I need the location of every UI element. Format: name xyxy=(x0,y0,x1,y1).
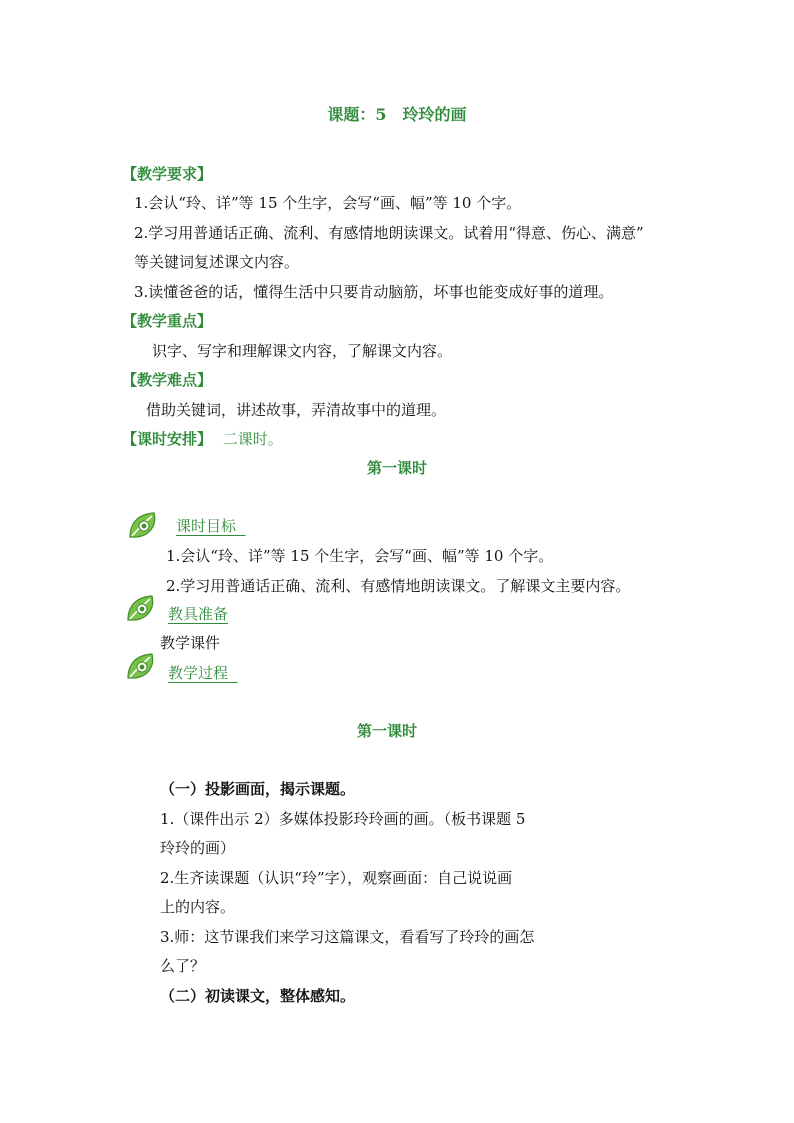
process-heading: 教学过程 xyxy=(168,664,229,682)
lesson-title-2: 第一课时 xyxy=(357,722,418,740)
page-title: 课题：5 玲玲的画 xyxy=(327,105,467,124)
schedule-text: 二课时。 xyxy=(222,430,283,448)
section1-line: 3.师：这节课我们来学习这篇课文，看看写了玲玲的画怎 xyxy=(160,928,535,946)
requirement-item: 2.学习用普通话正确、流利、有感情地朗读课文。试着用“得意、伤心、满意” xyxy=(134,224,644,242)
section1-line: 么了？ xyxy=(160,957,206,975)
section1-line: 1.（课件出示 2）多媒体投影玲玲画的画。（板书课题 5 xyxy=(160,810,526,828)
goal-item: 1.会认“玲、详”等 15 个生字，会写“画、幅”等 10 个字。 xyxy=(166,547,554,565)
key-points-heading: 【教学重点】 xyxy=(122,312,213,330)
requirement-item: 等关键词复述课文内容。 xyxy=(134,253,300,271)
goals-heading: 课时目标 xyxy=(176,517,237,535)
section1-line: 玲玲的画） xyxy=(160,839,236,857)
materials-text: 教学课件 xyxy=(160,634,221,652)
schedule-heading: 【课时安排】 xyxy=(122,430,213,448)
section1-line: 上的内容。 xyxy=(160,898,236,916)
lesson-title: 第一课时 xyxy=(366,459,427,477)
difficulties-heading: 【教学难点】 xyxy=(122,371,213,389)
green-leaf-icon xyxy=(126,594,158,622)
requirements-heading: 【教学要求】 xyxy=(122,165,213,183)
requirement-item: 1.会认“玲、详”等 15 个生字，会写“画、幅”等 10 个字。 xyxy=(134,194,522,212)
key-points-text: 识字、写字和理解课文内容，了解课文内容。 xyxy=(152,342,453,360)
section1-heading: （一）投影画面，揭示课题。 xyxy=(160,780,356,798)
section1-line: 2.生齐读课题（认识“玲”字），观察画面：自己说说画 xyxy=(160,869,513,887)
materials-heading: 教具准备 xyxy=(168,605,229,623)
green-leaf-icon xyxy=(126,652,158,680)
section2-heading: （二）初读课文，整体感知。 xyxy=(160,987,356,1005)
requirement-item: 3.读懂爸爸的话，懂得生活中只要肯动脑筋，坏事也能变成好事的道理。 xyxy=(134,283,614,301)
difficulties-text: 借助关键词，讲述故事，弄清故事中的道理。 xyxy=(146,401,447,419)
green-leaf-icon xyxy=(128,511,160,539)
goal-item: 2.学习用普通话正确、流利、有感情地朗读课文。了解课文主要内容。 xyxy=(166,577,631,595)
